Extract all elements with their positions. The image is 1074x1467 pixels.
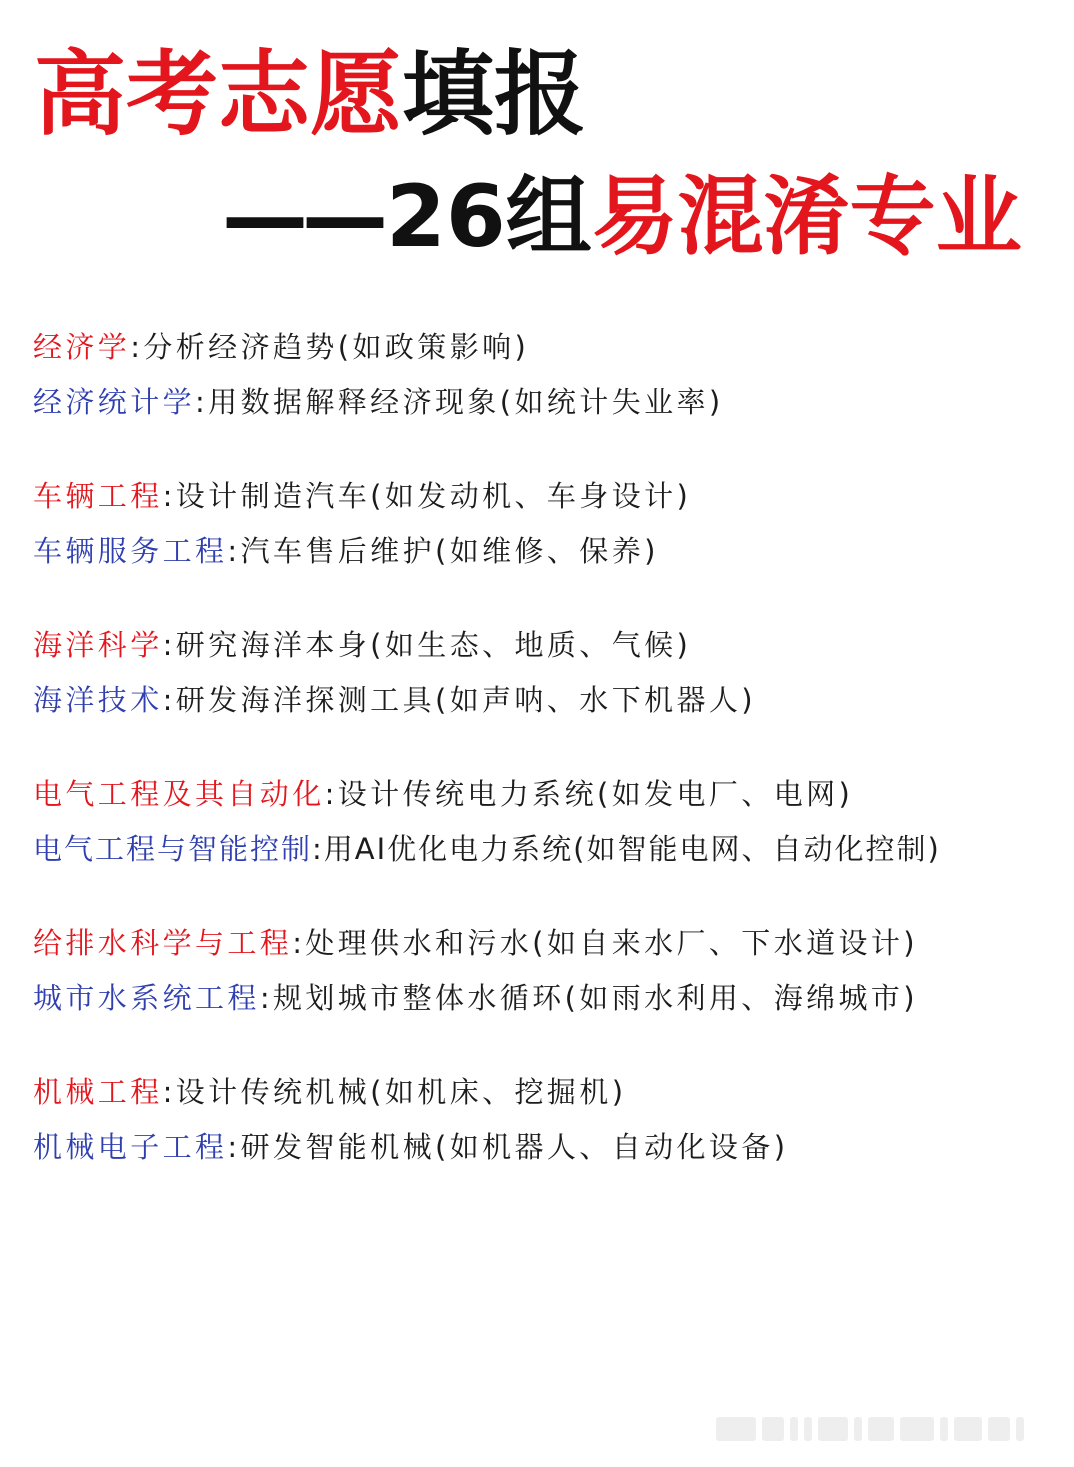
page-title bbox=[34, 40, 586, 150]
major-comparison-list bbox=[33, 327, 1063, 1221]
subtitle-dash: —— bbox=[222, 167, 382, 267]
major-name: 经济学 bbox=[33, 330, 131, 364]
watermark-mark bbox=[762, 1417, 784, 1441]
watermark bbox=[716, 1415, 1046, 1443]
major-group bbox=[33, 476, 1063, 571]
major-description: :设计传统电力系统(如发电厂、电网) bbox=[324, 777, 854, 811]
major-name: 机械工程 bbox=[33, 1075, 163, 1109]
watermark-mark bbox=[854, 1417, 862, 1441]
page-subtitle bbox=[222, 162, 1022, 272]
major-group bbox=[33, 625, 1063, 720]
major-description: :设计传统机械(如机床、挖掘机) bbox=[162, 1075, 627, 1109]
major-name: 经济统计学 bbox=[33, 385, 196, 419]
watermark-mark bbox=[900, 1417, 934, 1441]
major-description: :用AI优化电力系统(如智能电网、自动化控制) bbox=[312, 832, 941, 866]
list-item bbox=[33, 829, 1063, 869]
list-item bbox=[33, 680, 1063, 720]
watermark-mark bbox=[988, 1417, 1010, 1441]
major-description: :研究海洋本身(如生态、地质、气候) bbox=[162, 628, 692, 662]
major-description: :设计制造汽车(如发动机、车身设计) bbox=[162, 479, 692, 513]
major-name: 给排水科学与工程 bbox=[33, 926, 293, 960]
major-name: 海洋科学 bbox=[33, 628, 163, 662]
list-item bbox=[33, 1127, 1063, 1167]
major-group bbox=[33, 1072, 1063, 1167]
watermark-mark bbox=[1016, 1417, 1024, 1441]
subtitle-count: 26组 bbox=[386, 167, 592, 267]
major-name: 机械电子工程 bbox=[33, 1130, 228, 1164]
list-item bbox=[33, 978, 1063, 1018]
list-item bbox=[33, 327, 1063, 367]
list-item bbox=[33, 1072, 1063, 1112]
list-item bbox=[33, 923, 1063, 963]
major-description: :用数据解释经济现象(如统计失业率) bbox=[195, 385, 724, 419]
major-description: :分析经济趋势(如政策影响) bbox=[130, 330, 530, 364]
watermark-mark bbox=[804, 1417, 812, 1441]
title-highlight-red: 高考志愿 bbox=[34, 41, 403, 148]
list-item bbox=[33, 531, 1063, 571]
watermark-mark bbox=[954, 1417, 982, 1441]
list-item bbox=[33, 625, 1063, 665]
major-group bbox=[33, 327, 1063, 422]
watermark-mark bbox=[818, 1417, 848, 1441]
major-group bbox=[33, 923, 1063, 1018]
major-name: 电气工程与智能控制 bbox=[33, 832, 313, 866]
watermark-mark bbox=[716, 1417, 756, 1441]
major-group bbox=[33, 774, 1063, 869]
major-description: :规划城市整体水循环(如雨水利用、海绵城市) bbox=[259, 981, 919, 1015]
major-description: :处理供水和污水(如自来水厂、下水道设计) bbox=[292, 926, 919, 960]
major-name: 电气工程及其自动化 bbox=[33, 777, 325, 811]
list-item bbox=[33, 774, 1063, 814]
major-name: 海洋技术 bbox=[33, 683, 163, 717]
major-name: 城市水系统工程 bbox=[33, 981, 260, 1015]
list-item bbox=[33, 476, 1063, 516]
watermark-mark bbox=[790, 1417, 798, 1441]
watermark-mark bbox=[868, 1417, 894, 1441]
major-description: :汽车售后维护(如维修、保养) bbox=[227, 534, 659, 568]
watermark-mark bbox=[940, 1417, 948, 1441]
major-name: 车辆服务工程 bbox=[33, 534, 228, 568]
subtitle-highlight-red: 易混淆专业 bbox=[591, 167, 1022, 267]
major-description: :研发智能机械(如机器人、自动化设备) bbox=[227, 1130, 789, 1164]
major-name: 车辆工程 bbox=[33, 479, 163, 513]
list-item bbox=[33, 382, 1063, 422]
title-text-black: 填报 bbox=[402, 41, 587, 148]
major-description: :研发海洋探测工具(如声呐、水下机器人) bbox=[162, 683, 757, 717]
